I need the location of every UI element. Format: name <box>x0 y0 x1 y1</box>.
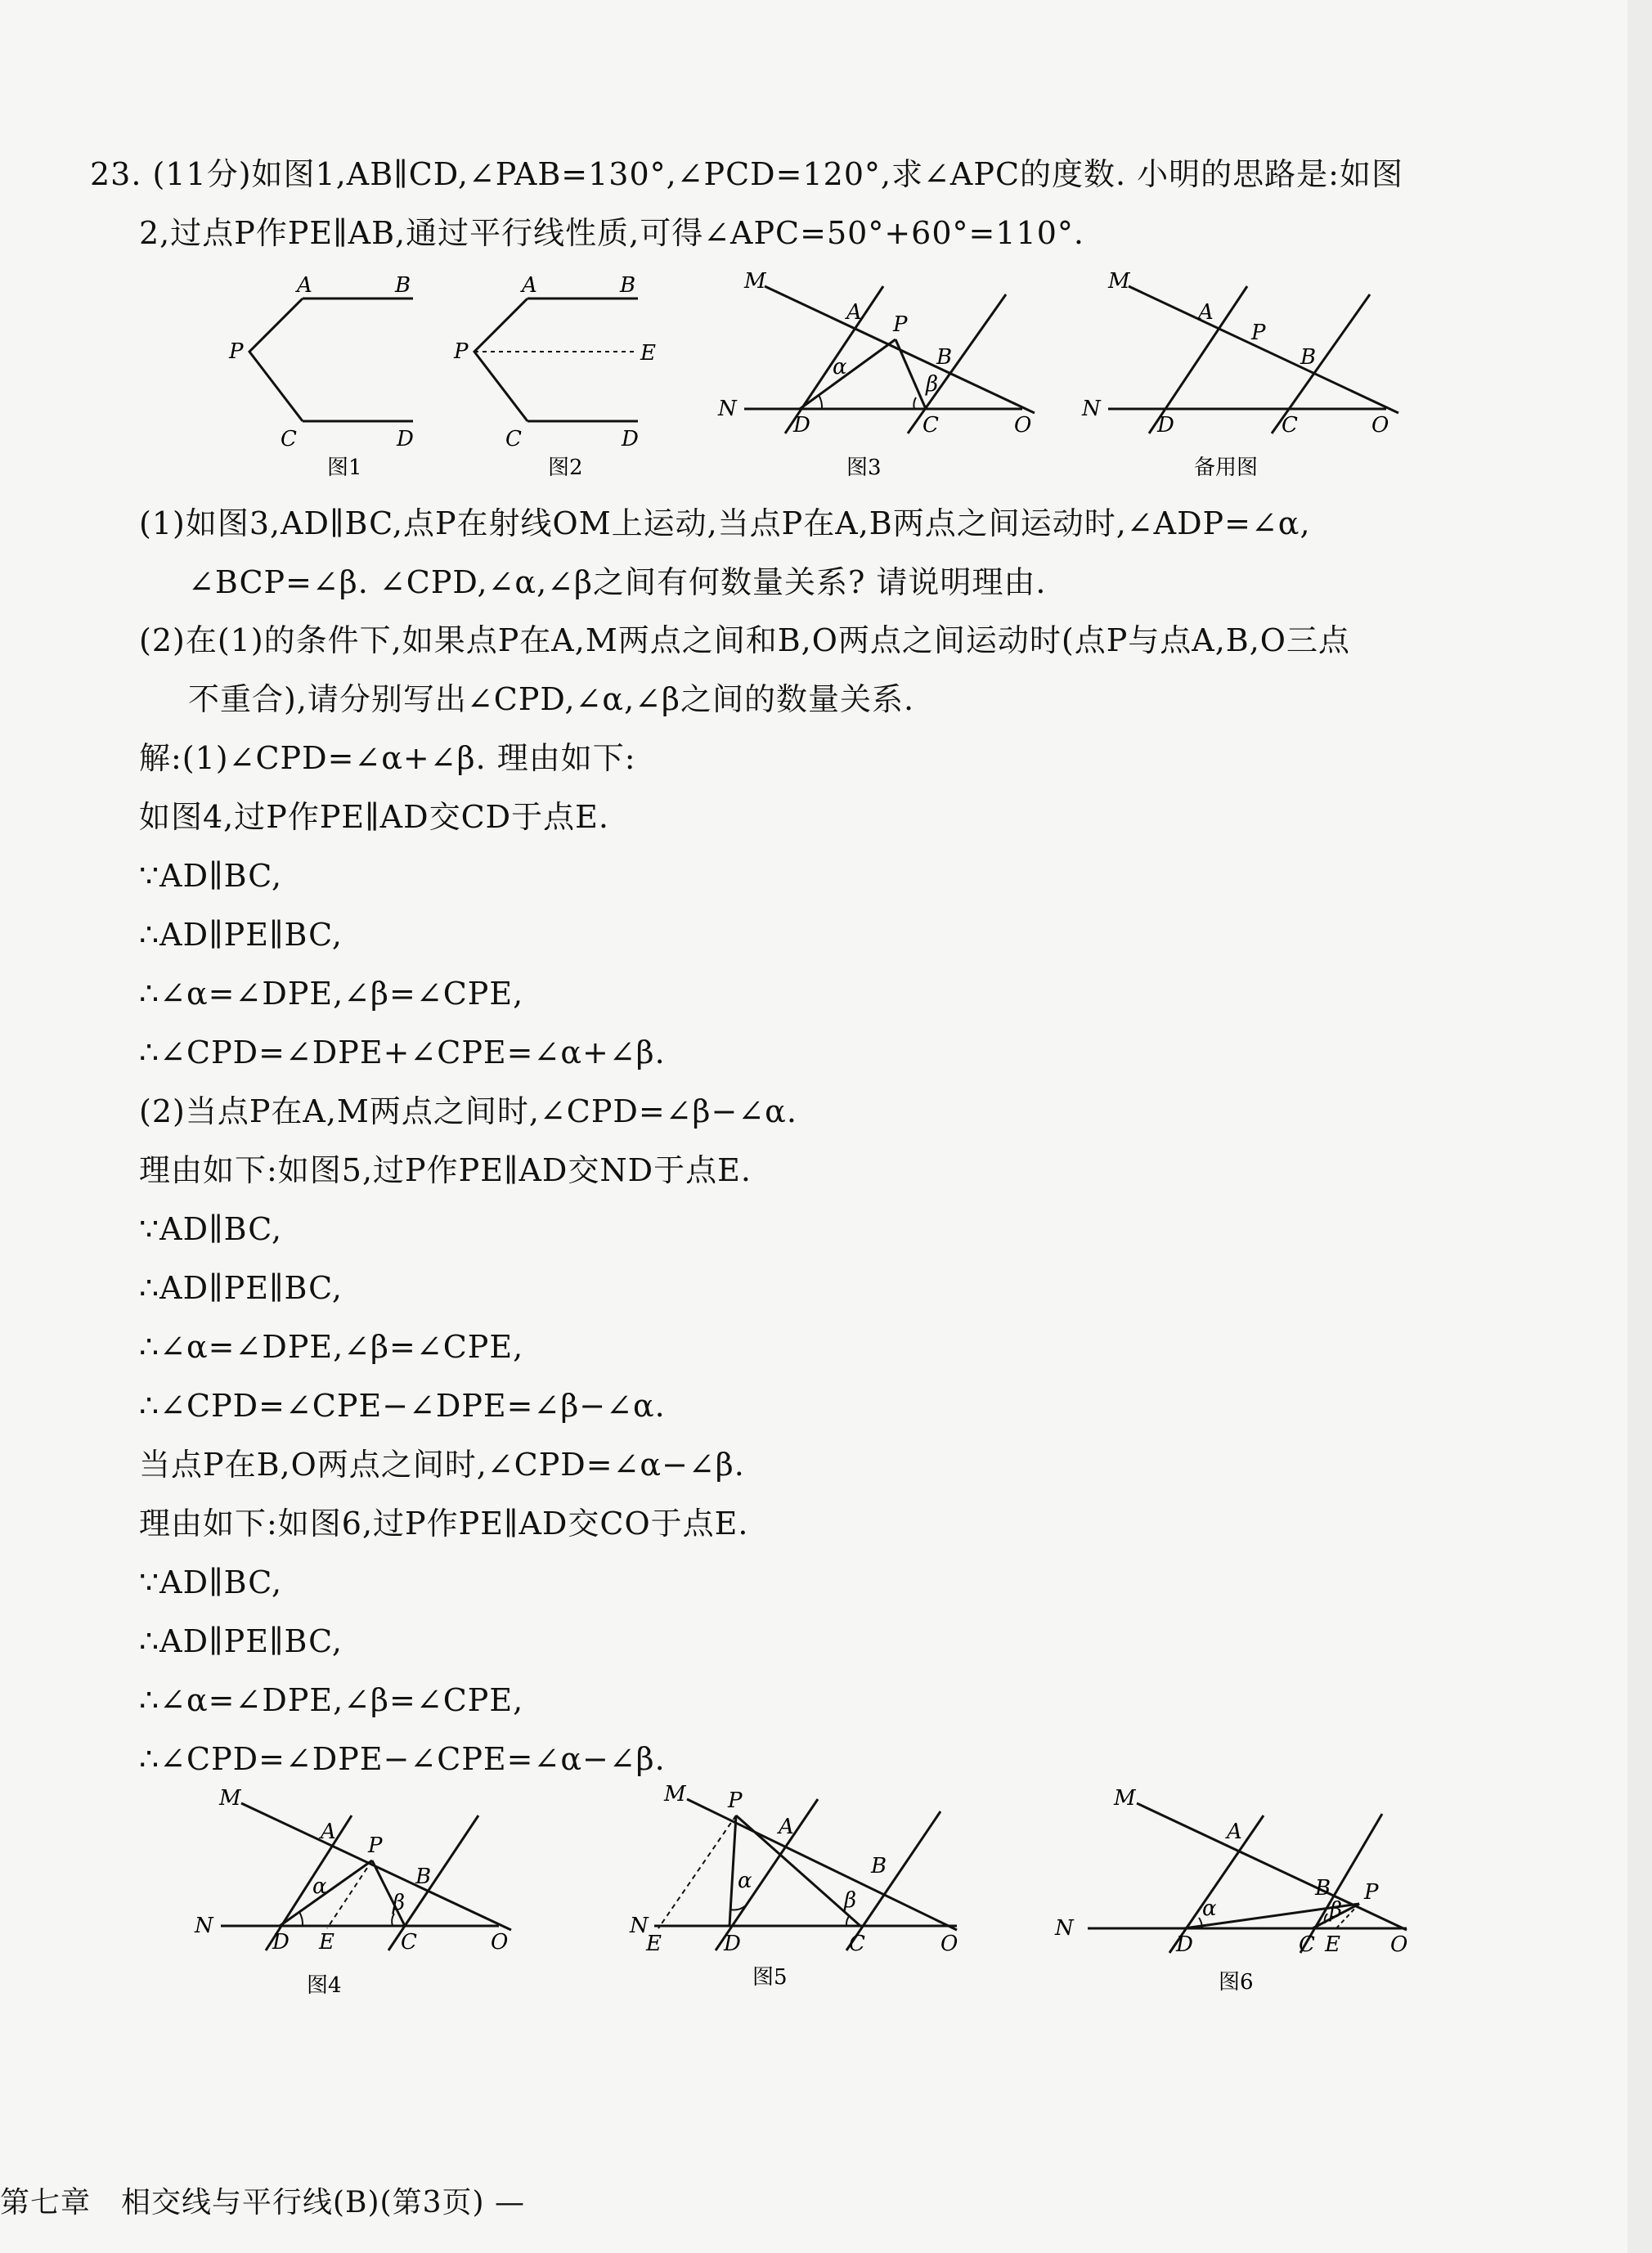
spare-label-c: C <box>1282 413 1298 438</box>
problem-line-2: 2,过点P作PE∥AB,通过平行线性质,可得∠APC=50°+60°=110°. <box>139 215 1084 251</box>
page-edge-shadow <box>1627 0 1652 2253</box>
spare-label-d: D <box>1157 413 1174 438</box>
fig2-label-d: D <box>622 427 639 451</box>
figure-5 <box>597 1783 973 2012</box>
fig3-label-c: C <box>923 413 939 438</box>
spare-label-n: N <box>1082 397 1101 421</box>
solution-line: ∴∠α=∠DPE,∠β=∠CPE, <box>139 1329 524 1365</box>
fig5-label-a: A <box>779 1815 794 1839</box>
fig5-label-d: D <box>724 1932 741 1956</box>
fig5-label-alpha: α <box>738 1869 752 1893</box>
fig6-label-beta: β <box>1330 1898 1343 1923</box>
figure-1 <box>229 270 442 491</box>
fig2-label-p: P <box>454 339 469 364</box>
spare-label-a: A <box>1198 300 1214 325</box>
solution-line: ∵AD∥BC, <box>139 1211 283 1247</box>
question-2-line-2: 不重合),请分别写出∠CPD,∠α,∠β之间的数量关系. <box>188 681 915 717</box>
fig3-label-b: B <box>936 345 953 370</box>
solution-line: ∴∠α=∠DPE,∠β=∠CPE, <box>139 1682 524 1718</box>
solution-line: ∴∠α=∠DPE,∠β=∠CPE, <box>139 976 524 1012</box>
solution-line: ∴AD∥PE∥BC, <box>139 917 343 953</box>
spare-label-b: B <box>1300 345 1317 370</box>
spare-caption: 备用图 <box>1194 456 1259 480</box>
figure-4 <box>188 1783 532 2012</box>
question-2-line-1: (2)在(1)的条件下,如果点P在A,M两点之间和B,O两点之间运动时(点P与点A,B,O三点 <box>139 622 1350 658</box>
fig3-label-d: D <box>793 413 810 438</box>
figure-spare <box>1075 270 1419 491</box>
solution-line: 当点P在B,O两点之间时,∠CPD=∠α−∠β. <box>139 1447 745 1483</box>
solution-line: ∴AD∥PE∥BC, <box>139 1270 343 1306</box>
fig6-label-d: D <box>1176 1932 1193 1957</box>
fig1-label-c: C <box>281 427 297 451</box>
fig4-label-p: P <box>368 1833 383 1858</box>
fig5-label-m: M <box>664 1782 686 1806</box>
fig3-label-m: M <box>744 269 766 294</box>
solution-line: ∵AD∥BC, <box>139 1564 283 1600</box>
spare-label-p: P <box>1251 321 1266 345</box>
fig5-label-c: C <box>849 1932 865 1956</box>
fig4-label-c: C <box>401 1930 417 1955</box>
fig1-caption: 图1 <box>327 456 362 480</box>
fig5-label-p: P <box>728 1788 743 1813</box>
fig3-label-o: O <box>1014 413 1032 438</box>
fig4-label-b: B <box>415 1865 432 1889</box>
fig6-label-n: N <box>1055 1916 1074 1941</box>
solution-line: 解:(1)∠CPD=∠α+∠β. 理由如下: <box>139 740 636 776</box>
fig5-label-b: B <box>871 1854 887 1878</box>
fig1-label-a: A <box>297 273 312 298</box>
problem-line-1: 23. (11分)如图1,AB∥CD,∠PAB=130°,∠PCD=120°,求∠APC的度数. 小明的思路是:如图 <box>90 156 1403 192</box>
fig1-label-b: B <box>395 273 411 298</box>
fig6-label-o: O <box>1390 1932 1408 1957</box>
fig2-label-a: A <box>522 273 537 298</box>
fig5-caption: 图5 <box>752 1965 788 1990</box>
fig5-label-e: E <box>646 1932 662 1956</box>
fig6-label-p: P <box>1364 1880 1379 1905</box>
fig6-label-alpha: α <box>1202 1896 1217 1921</box>
fig2-label-e: E <box>640 341 656 366</box>
fig1-label-p: P <box>229 339 244 364</box>
question-1-line-1: (1)如图3,AD∥BC,点P在射线OM上运动,当点P在A,B两点之间运动时,∠ADP=∠α, <box>139 505 1311 541</box>
fig4-label-e: E <box>319 1930 334 1955</box>
fig4-label-alpha: α <box>312 1874 327 1899</box>
fig2-caption: 图2 <box>548 456 583 480</box>
fig3-label-beta: β <box>926 372 939 397</box>
fig1-label-d: D <box>397 427 414 451</box>
solution-line: ∴∠CPD=∠DPE+∠CPE=∠α+∠β. <box>139 1034 666 1070</box>
fig4-label-o: O <box>491 1930 509 1955</box>
fig6-label-a: A <box>1227 1820 1242 1844</box>
fig4-label-m: M <box>219 1786 241 1811</box>
solution-line: (2)当点P在A,M两点之间时,∠CPD=∠β−∠α. <box>139 1093 797 1129</box>
fig4-label-a: A <box>321 1820 336 1844</box>
page-footer: 第七章 相交线与平行线(B)(第3页) — <box>0 2186 525 2219</box>
fig4-label-d: D <box>272 1930 290 1955</box>
fig5-label-beta: β <box>844 1888 857 1913</box>
spare-label-o: O <box>1371 413 1389 438</box>
figure-6 <box>1047 1783 1439 2012</box>
fig6-label-b: B <box>1315 1876 1331 1901</box>
fig6-label-e: E <box>1325 1932 1340 1957</box>
fig4-label-n: N <box>195 1914 213 1938</box>
figure-2 <box>454 270 667 491</box>
fig4-caption: 图4 <box>307 1973 342 1998</box>
solution-line: ∴∠CPD=∠CPE−∠DPE=∠β−∠α. <box>139 1388 666 1424</box>
fig3-label-alpha: α <box>833 355 847 379</box>
solution-line: ∴AD∥PE∥BC, <box>139 1623 343 1659</box>
fig5-label-n: N <box>630 1914 649 1938</box>
solution-line: 理由如下:如图6,过P作PE∥AD交CO于点E. <box>139 1506 749 1542</box>
fig6-caption: 图6 <box>1219 1970 1254 1995</box>
fig3-label-a: A <box>846 300 862 325</box>
fig3-label-n: N <box>718 397 737 421</box>
fig6-label-c: C <box>1299 1932 1315 1957</box>
fig3-caption: 图3 <box>846 456 882 480</box>
fig3-label-p: P <box>893 312 908 337</box>
solution-line: 如图4,过P作PE∥AD交CD于点E. <box>139 799 609 835</box>
question-1-line-2: ∠BCP=∠β. ∠CPD,∠α,∠β之间有何数量关系? 请说明理由. <box>188 564 1047 600</box>
solution-line: ∴∠CPD=∠DPE−∠CPE=∠α−∠β. <box>139 1741 666 1777</box>
fig6-label-m: M <box>1114 1786 1136 1811</box>
fig2-label-b: B <box>620 273 636 298</box>
fig2-label-c: C <box>505 427 522 451</box>
spare-label-m: M <box>1108 269 1130 294</box>
solution-line: 理由如下:如图5,过P作PE∥AD交ND于点E. <box>139 1152 752 1188</box>
fig4-label-beta: β <box>393 1891 406 1915</box>
solution-line: ∵AD∥BC, <box>139 858 283 894</box>
fig5-label-o: O <box>940 1932 958 1956</box>
figure-3 <box>712 270 1055 491</box>
